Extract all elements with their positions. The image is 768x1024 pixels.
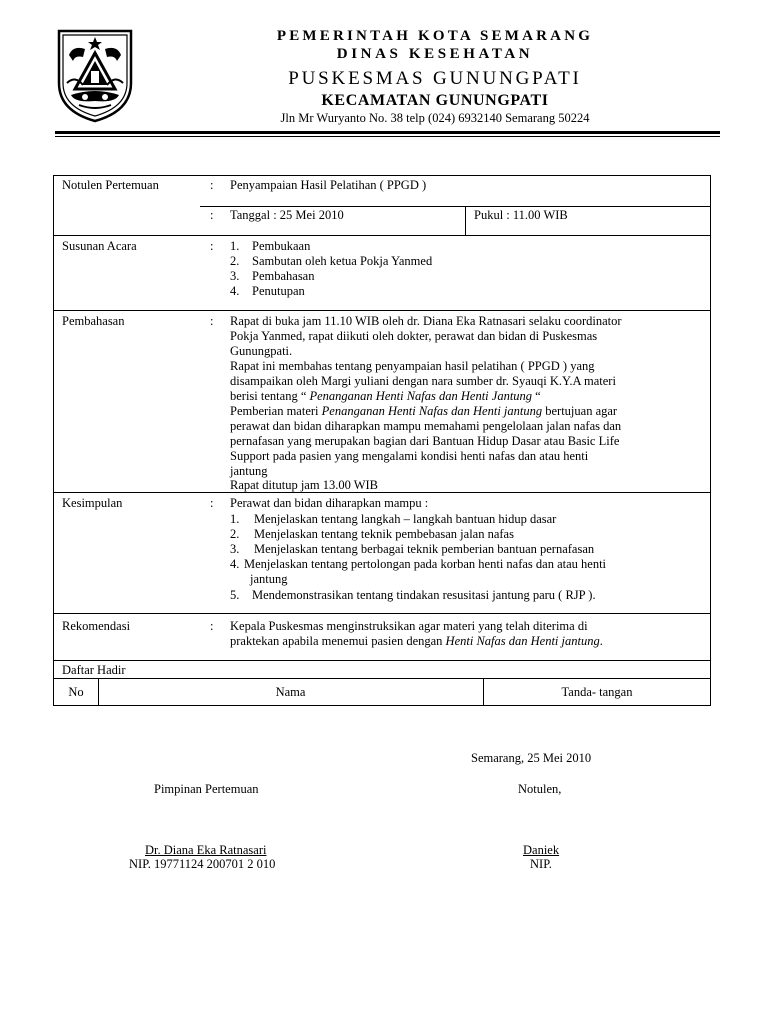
text-run: bertujuan agar [542,404,618,418]
text-run: “ [532,389,541,403]
discussion-line: Rapat di buka jam 11.10 WIB oleh dr. Diana Eka Ratnasari selaku coordinator [230,314,622,328]
list-item-number: 3. [230,269,240,283]
discussion-line: pernafasan yang merupakan bagian dari Bantuan Hidup Dasar atau Basic Life [230,434,620,448]
letterhead-rule-thin [55,136,720,137]
letterhead-address: Jln Mr Wuryanto No. 38 telp (024) 6932140 Semarang 50224 [280,111,590,125]
conclusion-intro: Perawat dan bidan diharapkan mampu : [230,496,429,510]
discussion-line: Rapat ini membahas tentang penyampaian hasil pelatihan ( PPGD ) yang [230,359,595,373]
row-divider [200,206,711,207]
right-signatory-name: Daniek [523,843,560,857]
list-item: Pembahasan [252,269,315,283]
discussion-label: Pembahasan [62,314,125,328]
list-item: Pembukaan [252,239,311,253]
discussion-line: Pokja Yanmed, rapat diikuti oleh dokter, perawat dan bidan di Puskesmas [230,329,598,343]
right-signatory-title: Notulen, [518,782,562,796]
letterhead-government: PEMERINTAH KOTA SEMARANG [276,28,594,44]
text-run: berisi tentang “ [230,389,310,403]
italic-topic: Penanganan Henti Nafas dan Henti jantung [321,404,543,418]
list-item: Sambutan oleh ketua Pokja Yanmed [252,254,433,268]
minutes-table [53,175,711,706]
agenda-label: Susunan Acara [62,239,137,253]
discussion-line [230,404,617,419]
letterhead-department: DINAS KESEHATAN [336,46,534,62]
col-divider [465,206,466,235]
letterhead-puskesmas: PUSKESMAS GUNUNGPATI [288,68,582,89]
time-value: Pukul : 11.00 WIB [474,208,568,222]
recommendation-label: Rekomendasi [62,619,131,633]
attendance-header-name: Nama [275,685,306,699]
text-run: Pemberian materi [230,404,322,418]
colon: : [210,496,214,510]
list-item: Mendemonstrasikan tentang tindakan resusitasi jantung paru ( RJP ). [252,588,596,602]
attendance-label: Daftar Hadir [62,663,126,677]
left-signatory-title: Pimpinan Pertemuan [154,782,259,796]
text-run: . [599,634,603,648]
list-item-number: 1. [230,239,240,253]
list-item: Menjelaskan tentang langkah – langkah bantuan hidup dasar [254,512,557,526]
colon: : [210,208,214,222]
list-item: Penutupan [252,284,305,298]
colon: : [210,619,214,633]
discussion-line: Support pada pasien yang mengalami kondisi henti nafas dan atau henti [230,449,589,463]
attendance-header-no: No [68,685,84,699]
list-item-number: 5. [230,588,240,602]
left-signatory-name: Dr. Diana Eka Ratnasari [145,843,267,857]
row-divider [54,678,710,679]
list-item-number: 2. [230,254,240,268]
letterhead-rule-thick [55,131,720,134]
list-item-number: 3. [230,542,240,556]
semarang-city-emblem-icon [55,27,135,123]
discussion-line: Gunungpati. [230,344,293,358]
list-item-number: 4. [230,557,240,571]
list-item: Menjelaskan tentang pertolongan pada korban henti nafas dan atau henti [244,557,607,571]
row-divider [54,613,710,614]
list-item-number: 1. [230,512,240,526]
colon: : [210,239,214,253]
discussion-line [230,389,541,404]
left-signatory-nip: NIP. 19771124 200701 2 010 [129,857,276,871]
list-item: Menjelaskan tentang berbagai teknik pemberian bantuan pernafasan [254,542,595,556]
italic-topic: Henti Nafas dan Henti jantung [445,634,600,648]
discussion-line: jantung [230,464,268,478]
attendance-header-signature: Tanda- tangan [561,685,633,699]
letterhead-district: KECAMATAN GUNUNGPATI [321,92,549,109]
right-signatory-nip: NIP. [530,857,552,871]
row-divider [54,235,710,236]
list-item-number: 4. [230,284,240,298]
colon: : [210,178,214,192]
colon: : [210,314,214,328]
notulen-value: Penyampaian Hasil Pelatihan ( PPGD ) [230,178,427,192]
discussion-line: perawat dan bidan diharapkan mampu memahami pengelolaan jalan nafas dan [230,419,622,433]
discussion-line: Rapat ditutup jam 13.00 WIB [230,478,379,492]
text-run: praktekan apabila menemui pasien dengan [230,634,446,648]
recommendation-line: Kepala Puskesmas menginstruksikan agar materi yang telah diterima di [230,619,588,633]
row-divider [54,492,710,493]
city-emblem-logo [55,27,135,123]
conclusion-label: Kesimpulan [62,496,123,510]
list-item-number: 2. [230,527,240,541]
discussion-line: disampaikan oleh Margi yuliani dengan nara sumber dr. Syauqi K.Y.A materi [230,374,616,388]
list-item-continuation: jantung [250,572,288,586]
date-value: Tanggal : 25 Mei 2010 [230,208,344,222]
italic-topic: Penanganan Henti Nafas dan Henti Jantung [309,389,533,403]
recommendation-line [230,634,603,649]
row-divider [54,660,710,661]
row-divider [54,310,710,311]
notulen-label: Notulen Pertemuan [62,178,159,192]
list-item: Menjelaskan tentang teknik pembebasan jalan nafas [254,527,514,541]
place-date: Semarang, 25 Mei 2010 [471,751,592,765]
